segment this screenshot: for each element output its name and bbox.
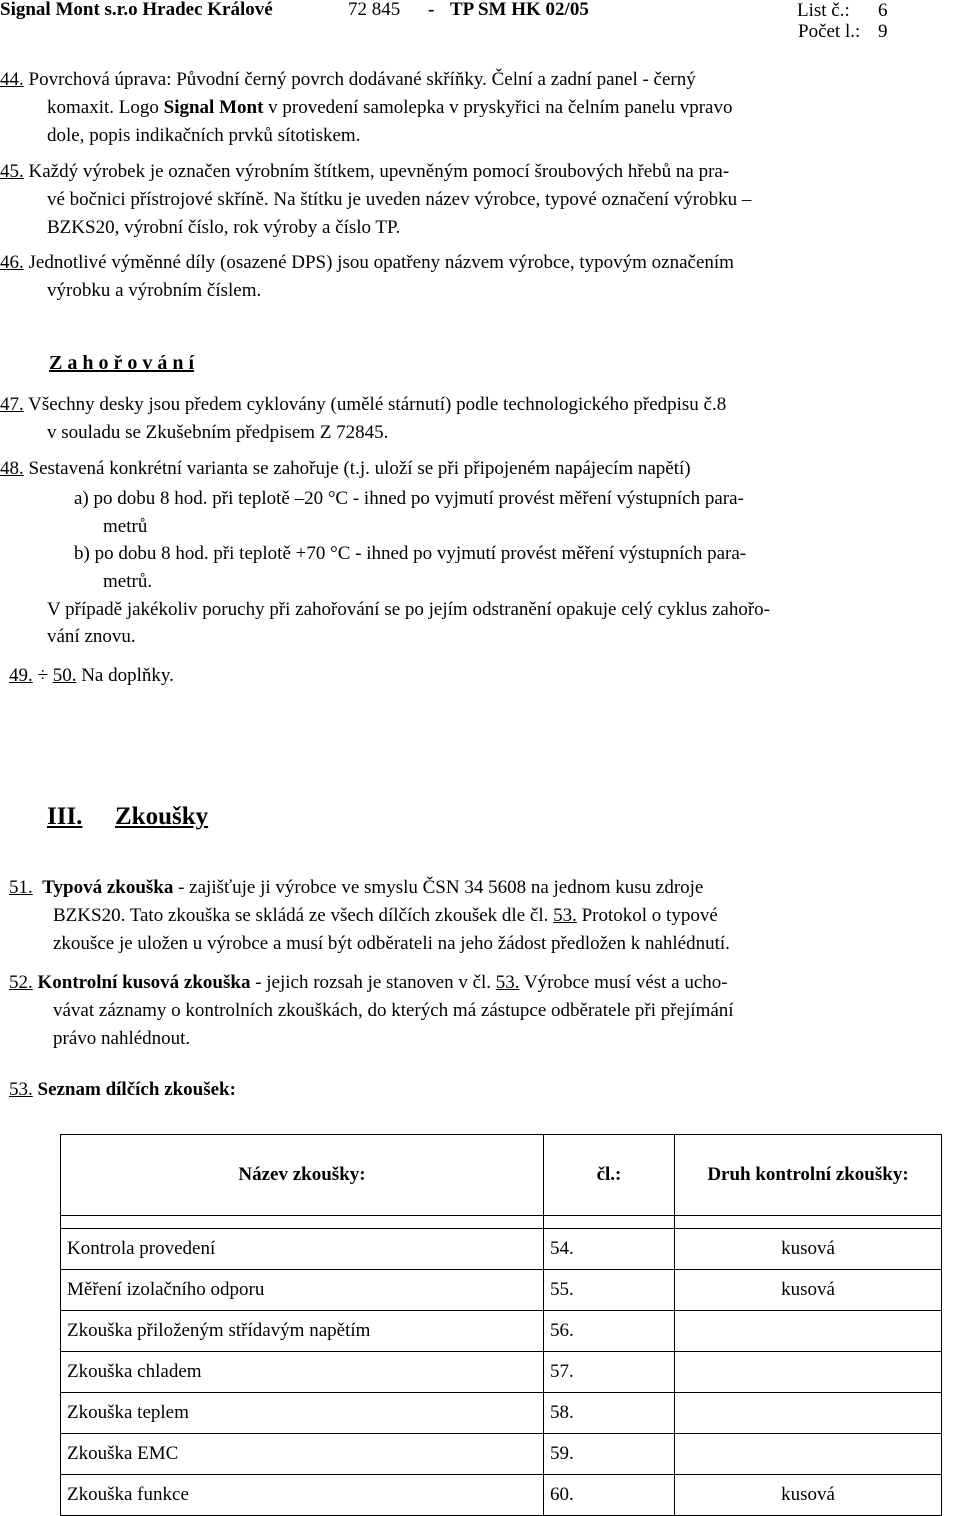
- logo-name: Signal Mont: [163, 97, 264, 118]
- item-46-line1: 46. Jednotlivé výměnné díly (osazené DPS) jsou opatřeny názvem výrobce, typovým označením: [0, 252, 734, 273]
- table-row: [61, 1270, 942, 1311]
- table-spacer: [61, 1216, 942, 1229]
- header-doc-dash: -: [428, 0, 435, 20]
- item-46-number: 46.: [0, 252, 24, 273]
- item-47-line1: 47. Všechny desky jsou předem cyklovány (umělé stárnutí) podle technologického předpisu č.8: [0, 394, 727, 415]
- item-49-50: 49. ÷ 50. Na doplňky.: [9, 665, 174, 686]
- ref-53-link-2[interactable]: 53.: [495, 972, 520, 993]
- test-type: [675, 1434, 942, 1475]
- item-52-number: 52.: [9, 972, 33, 993]
- ref-53-link[interactable]: 53.: [553, 905, 577, 926]
- test-name: Zkouška teplem: [61, 1393, 544, 1434]
- item-48-a2: metrů: [103, 516, 148, 537]
- tests-table: [60, 1134, 942, 1516]
- item-45-number: 45.: [0, 161, 24, 182]
- item-47-number: 47.: [0, 394, 24, 415]
- item-51-line3: zkoušce je uložen u výrobce a musí být odběrateli na jeho žádost předložen k nahlédnutí.: [53, 933, 730, 954]
- test-type: kusová: [675, 1475, 942, 1516]
- item-48-c2: vání znovu.: [47, 626, 136, 647]
- range-sign: ÷: [37, 665, 48, 686]
- zahorovani-title: Z a h o ř o v á n í: [49, 352, 195, 374]
- test-article: 54.: [544, 1229, 675, 1270]
- test-type: kusová: [675, 1229, 942, 1270]
- item-52-line1: 52. Kontrolní kusová zkouška - jejich rozsah je stanoven v čl. 53. Výrobce musí vést a ucho-: [9, 972, 728, 993]
- header-doc-number: 72 845: [348, 0, 401, 20]
- item-44-line1: 44. Povrchová úprava: Původní černý povrch dodávané skříňky. Čelní a zadní panel - černý: [0, 69, 696, 90]
- item-50-number: 50.: [52, 665, 77, 686]
- count-value: 9: [878, 21, 888, 42]
- item-48-c1: V případě jakékoliv poruchy při zahořování se po jejím odstranění opakuje celý cyklus zahořo-: [47, 599, 771, 620]
- test-type: kusová: [675, 1270, 942, 1311]
- item-44-number: 44.: [0, 69, 24, 90]
- test-article: 55.: [544, 1270, 675, 1311]
- header-company: Signal Mont s.r.o Hradec Králové: [0, 0, 273, 20]
- item-44-line2: komaxit. Logo Signal Mont v provedení samolepka v pryskyřici na čelním panelu vpravo: [47, 97, 733, 118]
- test-name: Zkouška chladem: [61, 1352, 544, 1393]
- header-test-type: Druh kontrolní zkoušky:: [675, 1135, 942, 1216]
- item-45-line2: vé bočnici přístrojové skříně. Na štítku je uveden název výrobce, typové označení výrobku –: [47, 189, 752, 210]
- sheet-value: 6: [878, 0, 888, 21]
- item-45-line1: 45. Každý výrobek je označen výrobním štítkem, upevněným pomocí šroubových hřebů na pra-: [0, 161, 730, 182]
- test-article: 59.: [544, 1434, 675, 1475]
- table-row: [61, 1393, 942, 1434]
- item-51-line2: BZKS20. Tato zkouška se skládá ze všech dílčích zkoušek dle čl. 53. Protokol o typové: [53, 905, 718, 926]
- table-row: [61, 1229, 942, 1270]
- sheet-label: List č.:: [797, 0, 850, 21]
- count-label: Počet l.:: [798, 21, 861, 42]
- test-article: 56.: [544, 1311, 675, 1352]
- table-row: [61, 1352, 942, 1393]
- table-header-row: [61, 1135, 942, 1216]
- table-row: [61, 1475, 942, 1516]
- table-row: [61, 1434, 942, 1475]
- section-3-title: Zkoušky: [115, 803, 209, 830]
- test-name: Zkouška přiloženým střídavým napětím: [61, 1311, 544, 1352]
- test-article: 60.: [544, 1475, 675, 1516]
- item-48-b2: metrů.: [103, 571, 153, 592]
- test-name: Zkouška EMC: [61, 1434, 544, 1475]
- item-49-number: 49.: [9, 665, 33, 686]
- table-row: [61, 1311, 942, 1352]
- item-52-line2: vávat záznamy o kontrolních zkouškách, do kterých má zástupce odběratele při přejímání: [53, 1000, 734, 1021]
- item-44-line3: dole, popis indikačních prvků sítotiskem.: [47, 125, 361, 146]
- header-doc-code: TP SM HK 02/05: [450, 0, 589, 20]
- test-article: 58.: [544, 1393, 675, 1434]
- test-name: Zkouška funkce: [61, 1475, 544, 1516]
- item-51-number: 51.: [9, 877, 33, 898]
- header-test-name: Název zkoušky:: [61, 1135, 544, 1216]
- test-type: [675, 1352, 942, 1393]
- item-52-line3: právo nahlédnout.: [53, 1028, 191, 1049]
- item-51-line1: 51. Typová zkouška - zajišťuje ji výrobce ve smyslu ČSN 34 5608 na jednom kusu zdroje: [9, 877, 704, 898]
- test-type: [675, 1311, 942, 1352]
- item-48-a1: a) po dobu 8 hod. při teplotě –20 °C - ihned po vyjmutí provést měření výstupních para-: [74, 488, 744, 509]
- item-48-number: 48.: [0, 458, 24, 479]
- item-48-line1: 48. Sestavená konkrétní varianta se zahořuje (t.j. uloží se při připojeném napájecím napětí): [0, 458, 691, 479]
- section-3-number: III.: [47, 803, 83, 830]
- test-name: Měření izolačního odporu: [61, 1270, 544, 1311]
- test-type: [675, 1393, 942, 1434]
- item-53-number: 53.: [9, 1079, 33, 1100]
- test-name: Kontrola provedení: [61, 1229, 544, 1270]
- item-48-b1: b) po dobu 8 hod. při teplotě +70 °C - ihned po vyjmutí provést měření výstupních para-: [74, 543, 747, 564]
- item-47-line2: v souladu se Zkušebním předpisem Z 72845.: [47, 422, 389, 443]
- item-46-line2: výrobku a výrobním číslem.: [47, 280, 262, 301]
- header-article: čl.:: [544, 1135, 675, 1216]
- item-53-line1: 53. Seznam dílčích zkoušek:: [9, 1079, 236, 1100]
- test-article: 57.: [544, 1352, 675, 1393]
- item-45-line3: BZKS20, výrobní číslo, rok výroby a číslo TP.: [47, 217, 401, 238]
